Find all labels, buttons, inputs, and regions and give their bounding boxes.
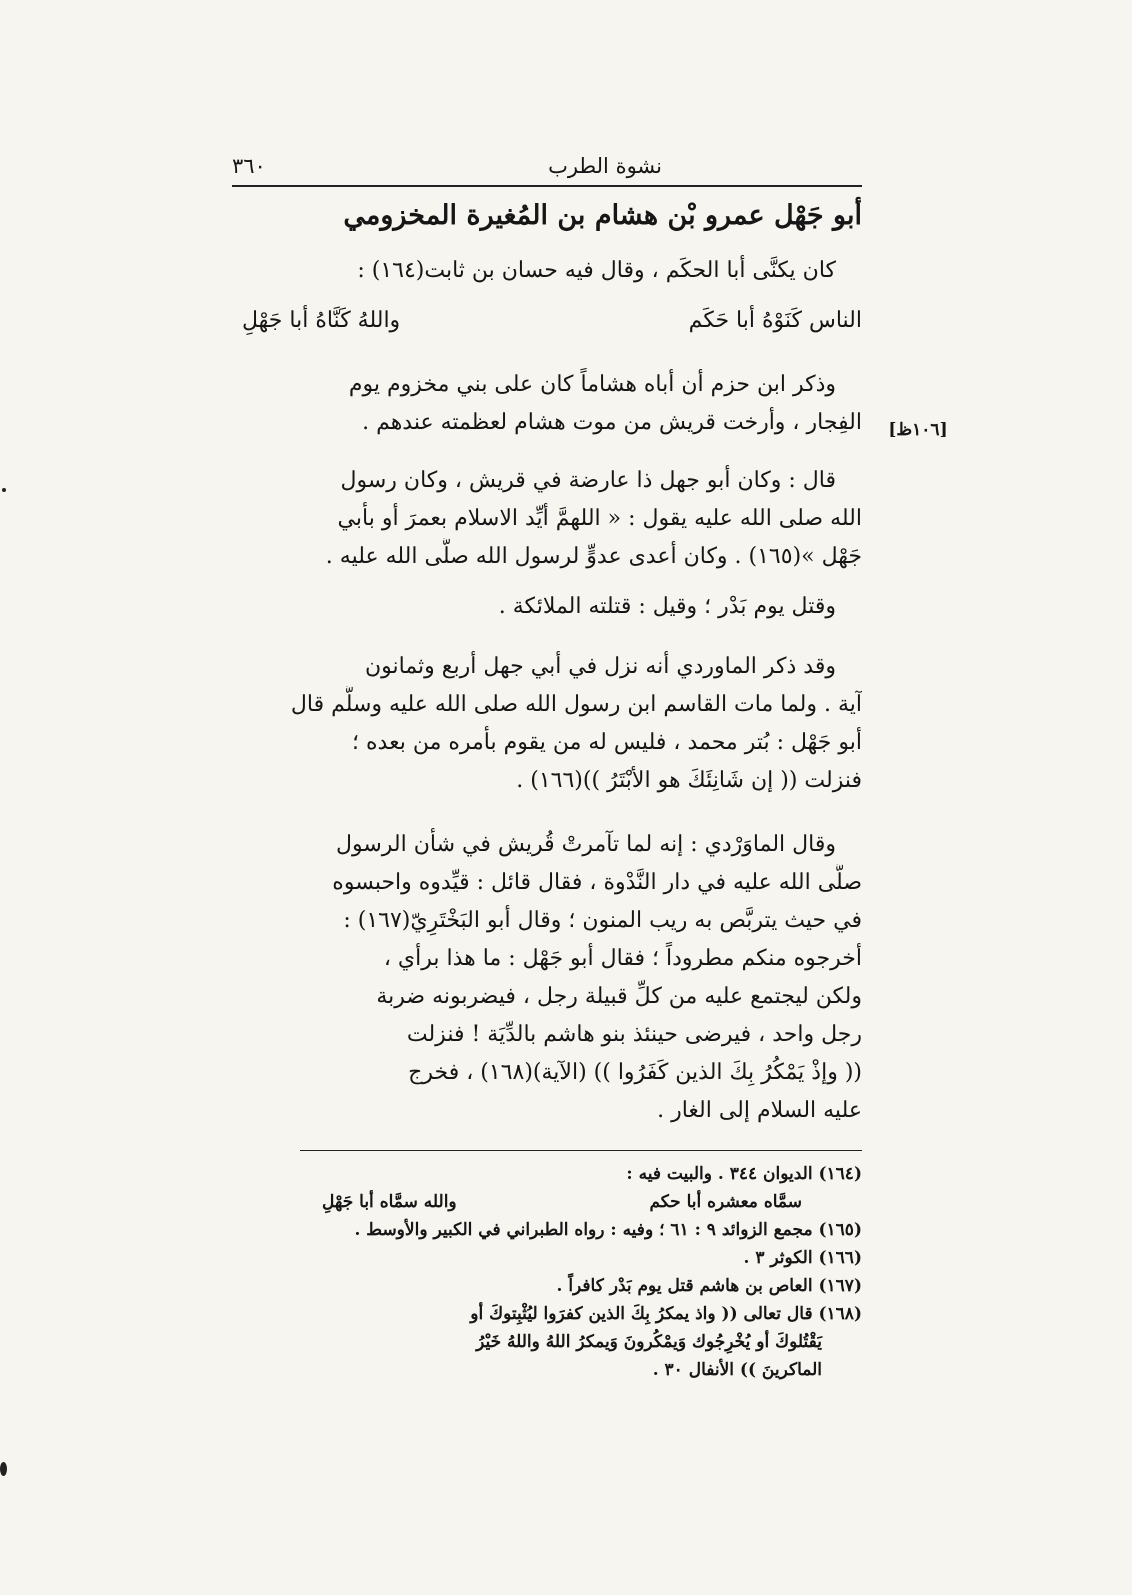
- paragraph-line: أبو جَهْل : بُتر محمد ، فليس له من يقوم بأمره من بعده ؛: [352, 730, 862, 755]
- verse-first-hemistich: الناس كَنَوْهُ أبا حَكَم: [688, 308, 862, 333]
- paragraph-line: ولكن ليجتمع عليه من كلِّ قبيلة رجل ، فيضربونه ضربة: [376, 984, 862, 1009]
- paragraph-line: في حيث يتربَّص به ريب المنون ؛ وقال أبو البَخْتَرِيّ(١٦٧) :: [343, 908, 862, 933]
- intro-line: كان يكنَّى أبا الحكَم ، وقال فيه حسان بن ثابت(١٦٤) :: [357, 258, 836, 283]
- running-head: [232, 150, 862, 186]
- paragraph-line: (( وإذْ يَمْكُرُ بِكَ الذين كَفَرُوا )) (الآية)(١٦٨) ، فخرج: [408, 1060, 862, 1085]
- paragraph-line: أخرجوه منكم مطروداً ؛ فقال أبو جَهْل : ما هذا برأي ،: [383, 946, 862, 971]
- paragraph-line: وقد ذكر الماوردي أنه نزل في أبي جهل أربع وثمانون: [364, 654, 836, 679]
- footnote-verse-second: والله سمَّاه أبا جَهْلِ: [322, 1192, 457, 1212]
- paragraph-1: [232, 366, 862, 442]
- footnote-164-verse: [232, 1188, 862, 1216]
- paragraph-line: قال : وكان أبو جهل ذا عارضة في قريش ، وكان رسول: [340, 468, 836, 493]
- running-title: نشوة الطرب: [548, 154, 662, 178]
- paragraph-line: فنزلت (( إن شَانِئَكَ هو الأبْتَرُ ))(١٦٦) .: [516, 768, 862, 793]
- footnote-168-continued: يَقْتُلوكَ أو يُخْرِجُوك وَيمْكُرونَ وَيمكرُ اللهُ واللهُ خَيْرُ: [476, 1332, 822, 1352]
- intro-line-block: [232, 252, 862, 290]
- paragraph-line: الفِجار ، وأرخت قريش من موت هشام لعظمته عندهم .: [362, 410, 862, 435]
- paragraph-4: [232, 648, 862, 800]
- paragraph-line: جَهْل »(١٦٥) . وكان أعدى عدوٍّ لرسول الله صلَّى الله عليه .: [325, 544, 862, 569]
- paragraph-line: آية . ولما مات القاسم ابن رسول الله صلى الله عليه وسلَّم قال: [290, 692, 862, 717]
- footnote-168: (١٦٨) قال تعالى (( واذ يمكرُ بِكَ الذين كفرَوا ليُثْبِتوكَ أو: [470, 1304, 862, 1324]
- paragraph-3: [232, 588, 862, 626]
- footnote-verse-first: سمَّاه معشره أبا حكم: [649, 1192, 802, 1212]
- manuscript-folio-note: [١٠٦ظ]: [888, 420, 948, 440]
- footnote-164: (١٦٤) الديوان ٣٤٤ . والبيت فيه :: [626, 1164, 862, 1184]
- header-rule: [232, 185, 862, 187]
- footnote-166: (١٦٦) الكوثر ٣ .: [743, 1248, 862, 1268]
- scan-speck: [0, 1462, 7, 1476]
- paragraph-line: وقتل يوم بَدْر ؛ وقيل : قتلته الملائكة .: [498, 594, 836, 619]
- page-number: ٣٦٠: [232, 154, 266, 178]
- verse-second-hemistich: واللهُ كَنَّاهُ أبا جَهْلِ: [242, 308, 401, 333]
- paragraph-line: عليه السلام إلى الغار .: [657, 1098, 862, 1123]
- verse-line: [232, 304, 862, 344]
- paragraph-line: صلَّى الله عليه في دار النَّدْوة ، فقال قائل : قيِّدوه واحبسوه: [332, 870, 862, 895]
- footnote-rule: [300, 1150, 862, 1151]
- paragraph-2: [232, 462, 862, 576]
- paragraph-line: رجل واحد ، فيرضى حينئذ بنو هاشم بالدِّيَة ! فنزلت: [406, 1022, 862, 1047]
- footnote-167: (١٦٧) العاص بن هاشم قتل يوم بَدْر كافراً .: [556, 1276, 862, 1296]
- footnote-165: (١٦٥) مجمع الزوائد ٩ : ٦١ ؛ وفيه : رواه الطبراني في الكبير والأوسط .: [354, 1220, 862, 1240]
- paragraph-line: وقال الماوَرْدي : إنه لما تآمرتْ قُريش في شأن الرسول: [335, 832, 836, 857]
- paragraph-line: الله صلى الله عليه يقول : « اللهمَّ أيِّد الاسلام بعمرَ أو بأبي: [337, 506, 862, 531]
- scan-speck: [2, 488, 6, 492]
- paragraph-5: [232, 826, 862, 1130]
- paragraph-line: وذكر ابن حزم أن أباه هشاماً كان على بني مخزوم يوم: [348, 372, 836, 397]
- footnote-168-continued: الماكرينَ )) الأنفال ٣٠ .: [652, 1360, 822, 1380]
- section-heading: أبو جَهْل عمرو بْن هشام بن المُغيرة المخزومي: [343, 200, 862, 231]
- footnotes: [232, 1160, 862, 1384]
